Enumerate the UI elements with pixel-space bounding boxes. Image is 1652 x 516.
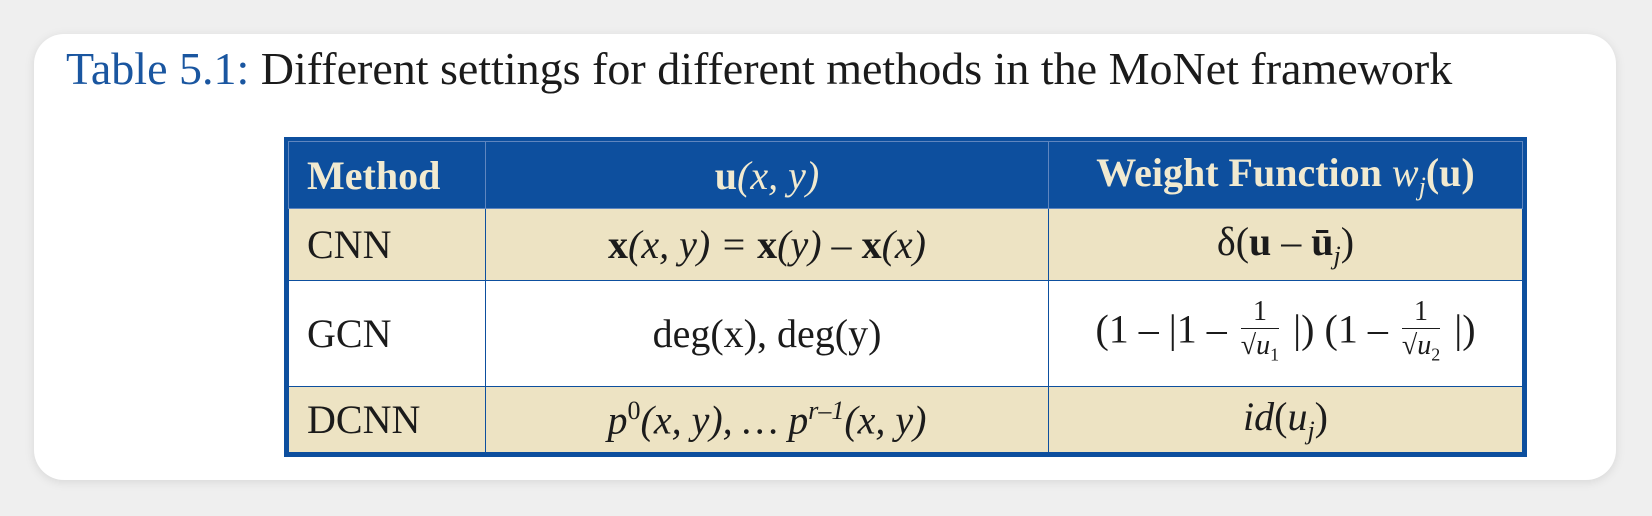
table-caption [66,40,1452,98]
cnn-w-post: ) [1340,219,1355,264]
row-gcn-method: GCN [289,281,486,387]
header-u-bold: u [714,152,738,198]
header-u [486,142,1049,209]
header-weight-sub: j [1418,171,1426,201]
row-cnn-method: CNN [289,209,486,281]
header-weight-w: w [1391,149,1419,195]
caption-label: Table 5.1: [66,43,250,94]
cnn-u-a3: (x) [881,222,926,267]
header-method: Method [289,142,486,209]
cnn-w-sub: j [1333,241,1341,270]
gcn-w-pre: (1 – |1 – [1095,306,1237,352]
table-row [289,387,1523,453]
cnn-u-a2: (y) – [777,222,862,267]
gcn-frac2-sub: 2 [1431,344,1441,365]
header-weight [1049,142,1523,209]
row-gcn-weight [1049,281,1523,387]
row-dcnn-u [486,387,1049,453]
cnn-w-pre: δ( [1216,219,1250,264]
caption-text: Different settings for different methods in the MoNet framework [249,43,1453,94]
dcnn-w-u: u [1287,394,1308,439]
gcn-w-post: |) [1444,306,1476,352]
gcn-frac2-den-root: √u [1401,330,1432,362]
gcn-frac2-den [1402,329,1440,370]
cnn-u-x1: x [608,222,629,267]
cnn-u-a1: (x, y) = [628,222,758,267]
gcn-frac-2 [1402,297,1440,370]
cnn-w-mid: – [1271,219,1312,264]
dcnn-w-close: ) [1314,394,1328,439]
cnn-w-u: u [1249,219,1272,264]
gcn-w-mid: |) (1 – [1283,306,1398,352]
row-dcnn-method: DCNN [289,387,486,453]
header-weight-arg: (u) [1425,149,1475,195]
gcn-frac-1 [1241,297,1279,370]
row-dcnn-weight [1049,387,1523,453]
monet-settings-table [288,141,1523,453]
gcn-frac1-den [1241,329,1279,370]
row-cnn-weight [1049,209,1523,281]
dcnn-u-end: (x, y) [844,397,927,443]
gcn-frac2-num: 1 [1402,297,1440,329]
cnn-u-x3: x [861,222,882,267]
cnn-w-ubar: ū [1311,219,1334,264]
row-cnn-u [486,209,1049,281]
dcnn-w-id: id [1242,394,1275,439]
dcnn-u-sup1: 0 [627,395,641,425]
dcnn-u-p2: p [788,397,809,443]
row-gcn-u: deg(x), deg(y) [486,281,1049,387]
dcnn-u-mid: (x, y), … [640,397,789,443]
gcn-frac1-den-root: √u [1240,330,1271,362]
table-row [289,209,1523,281]
dcnn-u-p1: p [607,397,628,443]
gcn-frac1-sub: 1 [1270,344,1280,365]
header-u-args: (x, y) [737,152,820,198]
dcnn-w-sub: j [1307,416,1315,445]
dcnn-w-open: ( [1274,394,1288,439]
cnn-u-x2: x [757,222,778,267]
header-weight-label: Weight Function [1096,149,1392,195]
table-header-row [289,142,1523,209]
table-row [289,281,1523,387]
gcn-frac1-num: 1 [1241,297,1279,329]
dcnn-u-sup2: r–1 [808,395,845,425]
